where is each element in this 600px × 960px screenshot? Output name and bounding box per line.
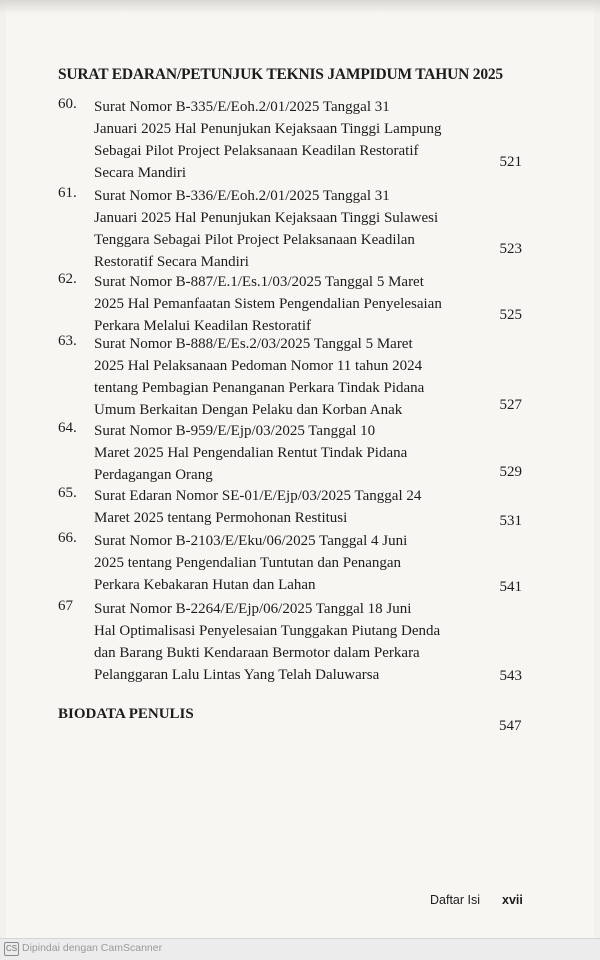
entry-number: 61. — [58, 185, 77, 201]
entry-line: tentang Pembagian Penanganan Perkara Tindak Pidana — [94, 380, 425, 396]
entry-number: 64. — [58, 420, 77, 436]
entry-text — [94, 96, 494, 184]
entry-line: 2025 tentang Pengendalian Tuntutan dan Penangan — [94, 555, 402, 571]
entry-number: 67 — [58, 598, 73, 614]
entry-number: 60. — [58, 96, 77, 112]
entry-number: 65. — [58, 485, 77, 501]
entry-page-number: 521 — [499, 154, 522, 170]
entry-text — [94, 485, 494, 529]
entry-line: Pelanggaran Lalu Lintas Yang Telah Daluwarsa — [94, 667, 380, 683]
entry-text — [94, 420, 494, 486]
entry-line: 2025 Hal Pemanfaatan Sistem Pengendalian Penyelesaian — [94, 296, 442, 312]
entry-page-number: 525 — [499, 307, 522, 323]
entry-line: Perdagangan Orang — [94, 467, 213, 483]
entry-line: Maret 2025 tentang Permohonan Restitusi — [94, 510, 348, 526]
entry-line: Secara Mandiri — [94, 165, 187, 181]
entry-line: Januari 2025 Hal Penunjukan Kejaksaan Tinggi Lampung — [94, 121, 442, 137]
entry-line: Hal Optimalisasi Penyelesaian Tunggakan Piutang Denda — [94, 623, 441, 639]
entry-page-number: 543 — [499, 668, 522, 684]
entry-page-number: 523 — [499, 241, 522, 257]
entry-text — [94, 271, 494, 337]
biodata-heading: BIODATA PENULIS — [58, 706, 194, 722]
entry-text — [94, 598, 494, 686]
entry-text — [94, 185, 494, 273]
entry-line: Restoratif Secara Mandiri — [94, 254, 249, 270]
page-top-edge — [0, 0, 600, 14]
entry-line: Surat Nomor B-887/E.1/Es.1/03/2025 Tanggal 5 Maret — [94, 274, 424, 290]
entry-line: Perkara Melalui Keadilan Restoratif — [94, 318, 312, 334]
entry-page-number: 527 — [499, 397, 522, 413]
scanner-watermark-bar — [0, 938, 600, 960]
section-title: SURAT EDARAN/PETUNJUK TEKNIS JAMPIDUM TAHUN 2025 — [58, 66, 503, 83]
footer-page-number: xvii — [502, 893, 523, 907]
footer-label: Daftar Isi — [430, 893, 481, 907]
entry-line: 2025 Hal Pelaksanaan Pedoman Nomor 11 tahun 2024 — [94, 358, 423, 374]
entry-text — [94, 333, 494, 421]
entry-line: dan Barang Bukti Kendaraan Bermotor dalam Perkara — [94, 645, 420, 661]
entry-line: Surat Edaran Nomor SE-01/E/Ejp/03/2025 Tanggal 24 — [94, 488, 422, 504]
entry-number: 62. — [58, 271, 77, 287]
entry-line: Surat Nomor B-888/E/Es.2/03/2025 Tanggal 5 Maret — [94, 336, 413, 352]
entry-number: 66. — [58, 530, 77, 546]
entry-line: Surat Nomor B-336/E/Eoh.2/01/2025 Tanggal 31 — [94, 188, 390, 204]
entry-line: Tenggara Sebagai Pilot Project Pelaksanaan Keadilan — [94, 232, 415, 248]
entry-line: Umum Berkaitan Dengan Pelaku dan Korban Anak — [94, 402, 403, 418]
entry-line: Maret 2025 Hal Pengendalian Rentut Tindak Pidana — [94, 445, 408, 461]
entry-page-number: 531 — [499, 513, 522, 529]
entry-text — [94, 530, 494, 596]
entry-line: Surat Nomor B-959/E/Ejp/03/2025 Tanggal 10 — [94, 423, 376, 439]
scanner-watermark-text: Dipindai dengan CamScanner — [22, 942, 163, 954]
entry-page-number: 529 — [499, 464, 522, 480]
entry-line: Perkara Kebakaran Hutan dan Lahan — [94, 577, 316, 593]
entry-line: Sebagai Pilot Project Pelaksanaan Keadilan Restoratif — [94, 143, 419, 159]
biodata-page-number: 547 — [499, 718, 522, 734]
entry-line: Surat Nomor B-2264/E/Ejp/06/2025 Tanggal 18 Juni — [94, 601, 412, 617]
entry-line: Surat Nomor B-335/E/Eoh.2/01/2025 Tanggal 31 — [94, 99, 390, 115]
entry-number: 63. — [58, 333, 77, 349]
entry-line: Januari 2025 Hal Penunjukan Kejaksaan Tinggi Sulawesi — [94, 210, 439, 226]
camscanner-logo-icon: CS — [4, 942, 19, 956]
entry-page-number: 541 — [499, 579, 522, 595]
entry-line: Surat Nomor B-2103/E/Eku/06/2025 Tanggal 4 Juni — [94, 533, 408, 549]
